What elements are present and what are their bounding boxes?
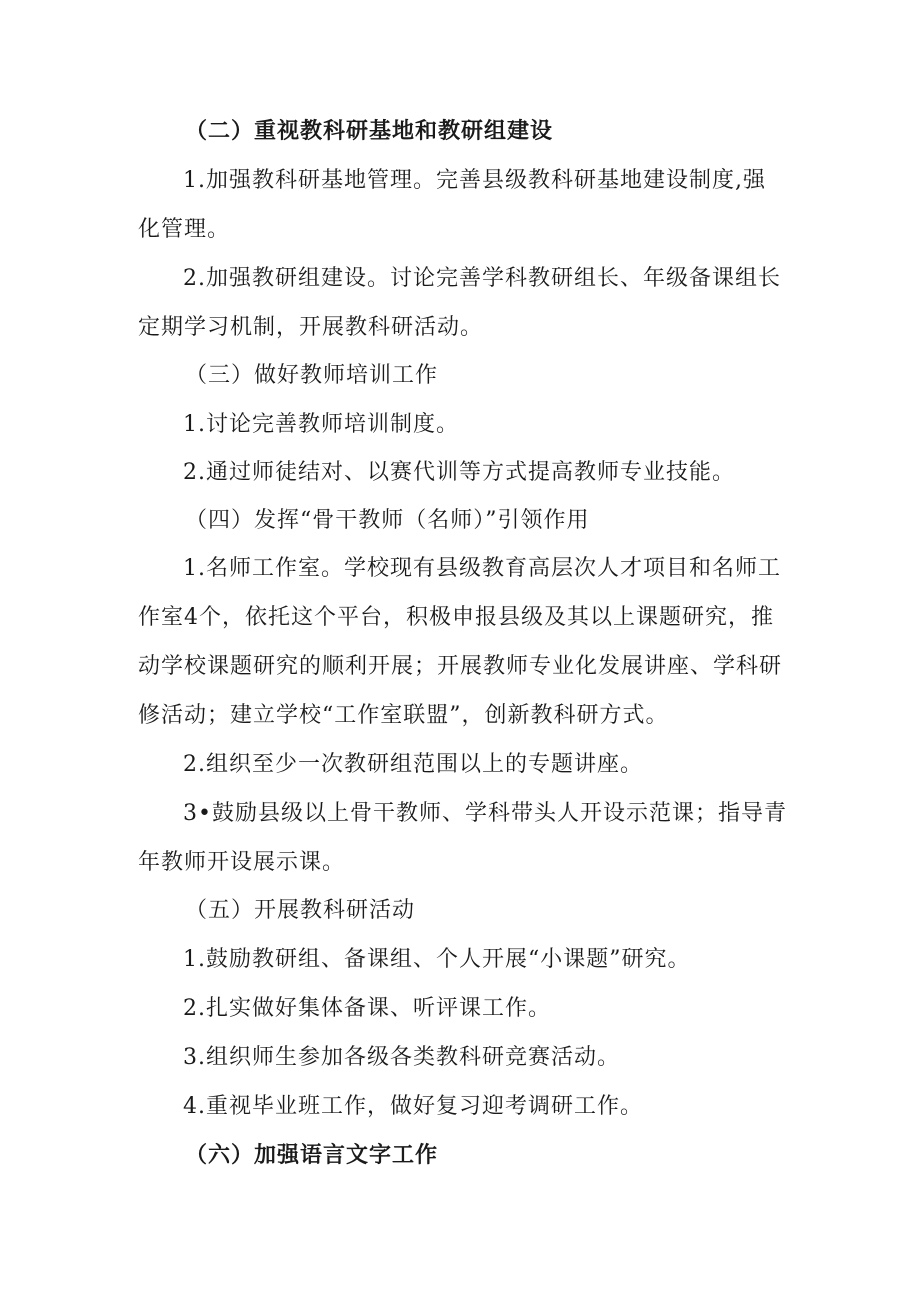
paragraph-line: 1.鼓励教研组、备课组、个人开展“小课题”研究。 <box>183 947 691 972</box>
section-heading-4: （四）发挥“骨干教师（名师）”引领作用 <box>185 508 590 533</box>
paragraph-line: 动学校课题研究的顺利开展；开展教师专业化发展讲座、学科研 <box>138 654 783 679</box>
paragraph-line: 3•鼓励县级以上骨干教师、学科带头人开设示范课；指导青 <box>183 801 787 826</box>
paragraph-line: 1.加强教科研基地管理。完善县级教科研基地建设制度,强 <box>183 168 766 193</box>
paragraph-line: 修活动；建立学校“工作室联盟”，创新教科研方式。 <box>138 703 669 728</box>
section-heading-5: （五）开展教科研活动 <box>185 898 416 923</box>
paragraph-line: 化管理。 <box>138 217 231 242</box>
section-heading-6: （六）加强语言文字工作 <box>185 1142 439 1168</box>
paragraph-line: 2.扎实做好集体备课、听评课工作。 <box>183 996 551 1021</box>
section-heading-2: （二）重视教科研基地和教研组建设 <box>185 118 554 144</box>
paragraph-line: 2.通过师徒结对、以赛代训等方式提高教师专业技能。 <box>183 460 735 485</box>
paragraph-line: 作室4个，依托这个平台，积极申报县级及其以上课题研究，推 <box>138 605 774 630</box>
paragraph-line: 2.加强教研组建设。讨论完善学科教研组长、年级备课组长 <box>183 266 781 291</box>
paragraph-line: 1.讨论完善教师培训制度。 <box>183 412 459 437</box>
paragraph-line: 3.组织师生参加各级各类教科研竞赛活动。 <box>183 1045 620 1070</box>
section-heading-3: （三）做好教师培训工作 <box>185 363 439 388</box>
paragraph-line: 4.重视毕业班工作，做好复习迎考调研工作。 <box>183 1094 643 1119</box>
paragraph-line: 年教师开设展示课。 <box>138 850 346 875</box>
paragraph-line: 1.名师工作室。学校现有县级教育高层次人才项目和名师工 <box>183 556 781 581</box>
paragraph-line: 定期学习机制，开展教科研活动。 <box>138 315 484 340</box>
paragraph-line: 2.组织至少一次教研组范围以上的专题讲座。 <box>183 752 643 777</box>
